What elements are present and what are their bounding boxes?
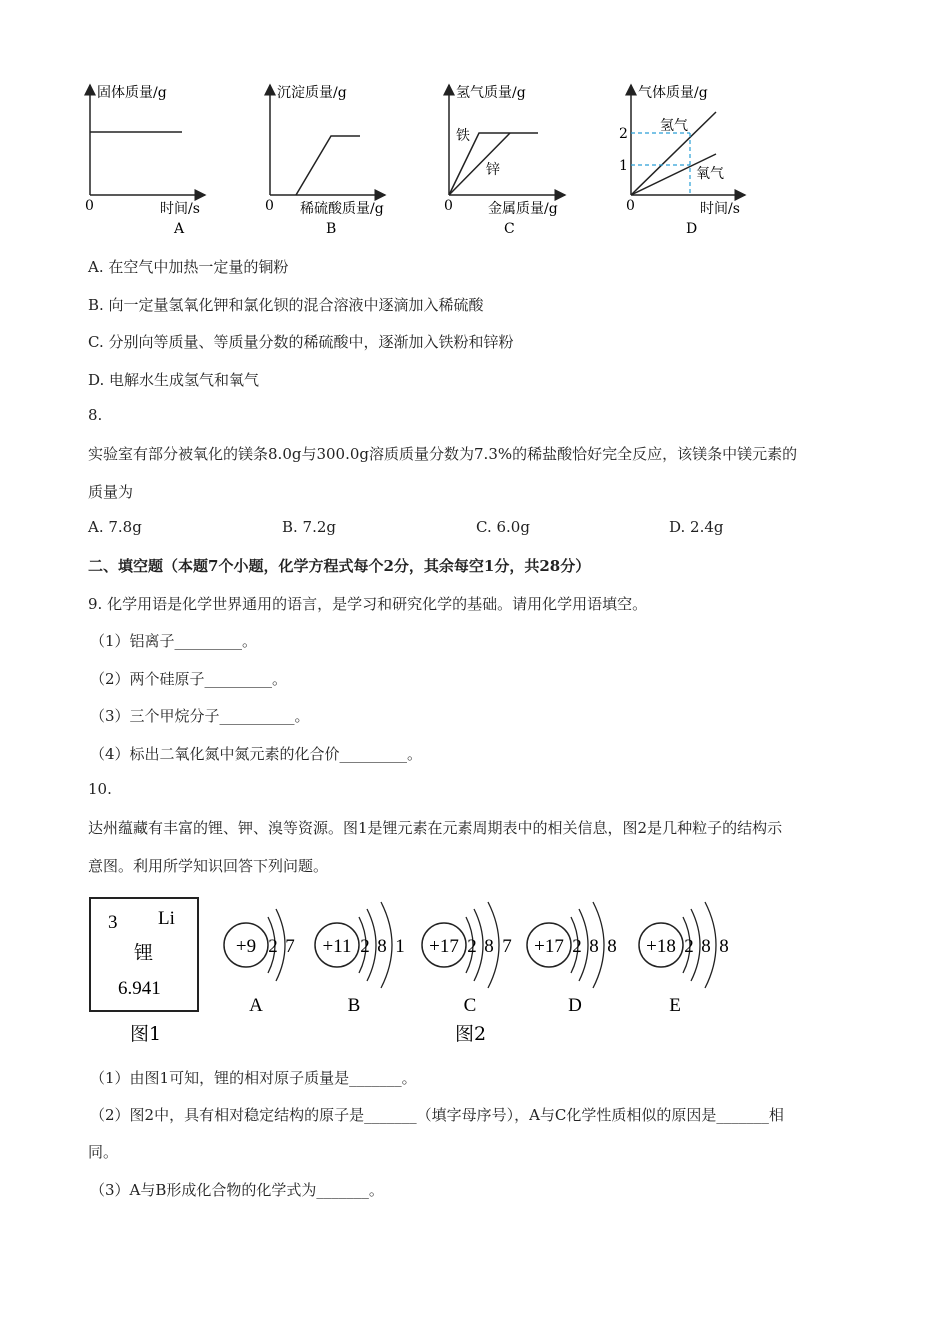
graph-d-letter: D <box>686 221 698 237</box>
q10-stem-line1: 达州蕴藏有丰富的锂、钾、溴等资源。图1是锂元素在元素周期表中的相关信息，图2是几种粒子的结构示 <box>88 819 783 837</box>
graph-d-ylabel: 气体质量/g <box>638 85 708 101</box>
q10-stem-line2: 意图。利用所学知识回答下列问题。 <box>88 857 329 875</box>
nucleus-charge: +17 <box>429 936 459 957</box>
ytick-2: 2 <box>619 126 628 142</box>
particle-letter: D <box>568 995 582 1016</box>
shell-electrons: 8 <box>377 936 387 957</box>
precipitate-line <box>296 136 360 195</box>
graph-d <box>619 84 745 237</box>
q9-stem: 9. 化学用语是化学世界通用的语言，是学习和研究化学的基础。请用化学用语填空。 <box>88 595 648 613</box>
q8-option-b: B. 7.2g <box>282 518 337 536</box>
graph-a <box>85 84 205 237</box>
shell-electrons: 8 <box>484 936 494 957</box>
q10-number: 10. <box>88 780 112 798</box>
graph-c-ylabel: 氢气质量/g <box>456 85 526 101</box>
q10-item-2-cont: 同。 <box>88 1143 119 1161</box>
q10-item-3: （3）A与B形成化合物的化学式为_______。 <box>90 1181 384 1199</box>
shell-electrons: 1 <box>395 936 405 957</box>
q7-option-a: A. 在空气中加热一定量的铜粉 <box>88 258 289 276</box>
particle-d <box>527 902 617 1016</box>
q9-item-4: （4）标出二氧化氮中氮元素的化合价_________。 <box>90 745 423 763</box>
q9-item-1: （1）铝离子_________。 <box>90 632 258 650</box>
shell-electrons: 8 <box>701 936 711 957</box>
q8-option-c: C. 6.0g <box>476 518 530 536</box>
graph-d-xlabel: 时间/s <box>700 201 740 217</box>
ytick-1: 1 <box>619 158 628 174</box>
graph-a-letter: A <box>174 221 185 237</box>
graph-b-origin: 0 <box>265 198 274 214</box>
fig1-caption: 图1 <box>130 1023 162 1045</box>
particle-letter: A <box>249 995 263 1016</box>
graph-b-xlabel: 稀硫酸质量/g <box>300 201 384 217</box>
shell-electrons: 2 <box>572 936 582 957</box>
series-iron-label: 铁 <box>456 128 470 144</box>
q8-option-d: D. 2.4g <box>669 518 724 536</box>
q8-stem-line2: 质量为 <box>88 483 134 501</box>
q9-item-3: （3）三个甲烷分子__________。 <box>90 707 310 725</box>
q7-option-d: D. 电解水生成氢气和氧气 <box>88 371 260 389</box>
element-cell <box>90 898 198 1011</box>
series-oxygen-label: 氧气 <box>696 166 724 182</box>
graph-c-xlabel: 金属质量/g <box>488 201 558 217</box>
shell-electrons: 8 <box>607 936 617 957</box>
graph-b-ylabel: 沉淀质量/g <box>277 85 347 101</box>
nucleus-charge: +17 <box>534 936 564 957</box>
graph-c-origin: 0 <box>444 198 453 214</box>
element-name: 锂 <box>134 942 154 964</box>
particle-e <box>639 902 729 1016</box>
shell-electrons: 2 <box>360 936 370 957</box>
q9-item-2: （2）两个硅原子_________。 <box>90 670 288 688</box>
particle-b <box>315 902 405 1016</box>
graph-b <box>265 85 385 237</box>
shell-electrons: 8 <box>589 936 599 957</box>
graph-c <box>444 85 565 237</box>
graph-b-letter: B <box>326 221 337 237</box>
graph-c-letter: C <box>504 221 515 237</box>
shell-electrons: 2 <box>684 936 694 957</box>
section-heading: 二、填空题（本题7个小题，化学方程式每个2分，其余每空1分，共28分） <box>88 557 591 575</box>
q8-stem-line1: 实验室有部分被氧化的镁条8.0g与300.0g溶质质量分数为7.3%的稀盐酸恰好完全反应，该镁条中镁元素的 <box>88 445 798 463</box>
atomic-mass: 6.941 <box>118 978 161 999</box>
particle-letter: E <box>669 995 681 1016</box>
series-zinc-label: 锌 <box>486 162 500 178</box>
particle-a <box>224 909 295 1016</box>
shell-electrons: 2 <box>467 936 477 957</box>
q7-option-c: C. 分别向等质量、等质量分数的稀硫酸中，逐渐加入铁粉和锌粉 <box>88 333 514 351</box>
particle-letter: C <box>463 995 477 1016</box>
q7-option-b: B. 向一定量氢氧化钾和氯化钡的混合溶液中逐滴加入稀硫酸 <box>88 296 484 314</box>
shell-electrons: 2 <box>268 936 278 957</box>
graph-a-origin: 0 <box>85 198 94 214</box>
q8-option-a: A. 7.8g <box>88 518 142 536</box>
graph-d-origin: 0 <box>626 198 635 214</box>
graph-a-ylabel: 固体质量/g <box>97 85 167 101</box>
nucleus-charge: +18 <box>646 936 676 957</box>
nucleus-charge: +11 <box>322 936 352 957</box>
atomic-number: 3 <box>108 912 118 933</box>
graph-a-xlabel: 时间/s <box>160 201 200 217</box>
particle-c <box>422 902 512 1016</box>
reaction-graphs <box>0 70 950 250</box>
fig2-caption: 图2 <box>455 1023 487 1045</box>
q10-item-2: （2）图2中，具有相对稳定结构的原子是_______（填字母序号），A与C化学性质相似的原因是_______相 <box>90 1106 784 1124</box>
nucleus-charge: +9 <box>235 936 257 957</box>
q10-item-1: （1）由图1可知，锂的相对原子质量是_______。 <box>90 1069 417 1087</box>
element-symbol: Li <box>158 908 175 929</box>
series-hydrogen-label: 氢气 <box>660 118 688 134</box>
shell-electrons: 8 <box>719 936 729 957</box>
particle-letter: B <box>347 995 361 1016</box>
shell-electrons: 7 <box>285 936 295 957</box>
shell-electrons: 7 <box>502 936 512 957</box>
q10-figures <box>60 888 760 1058</box>
q8-number: 8. <box>88 406 103 424</box>
